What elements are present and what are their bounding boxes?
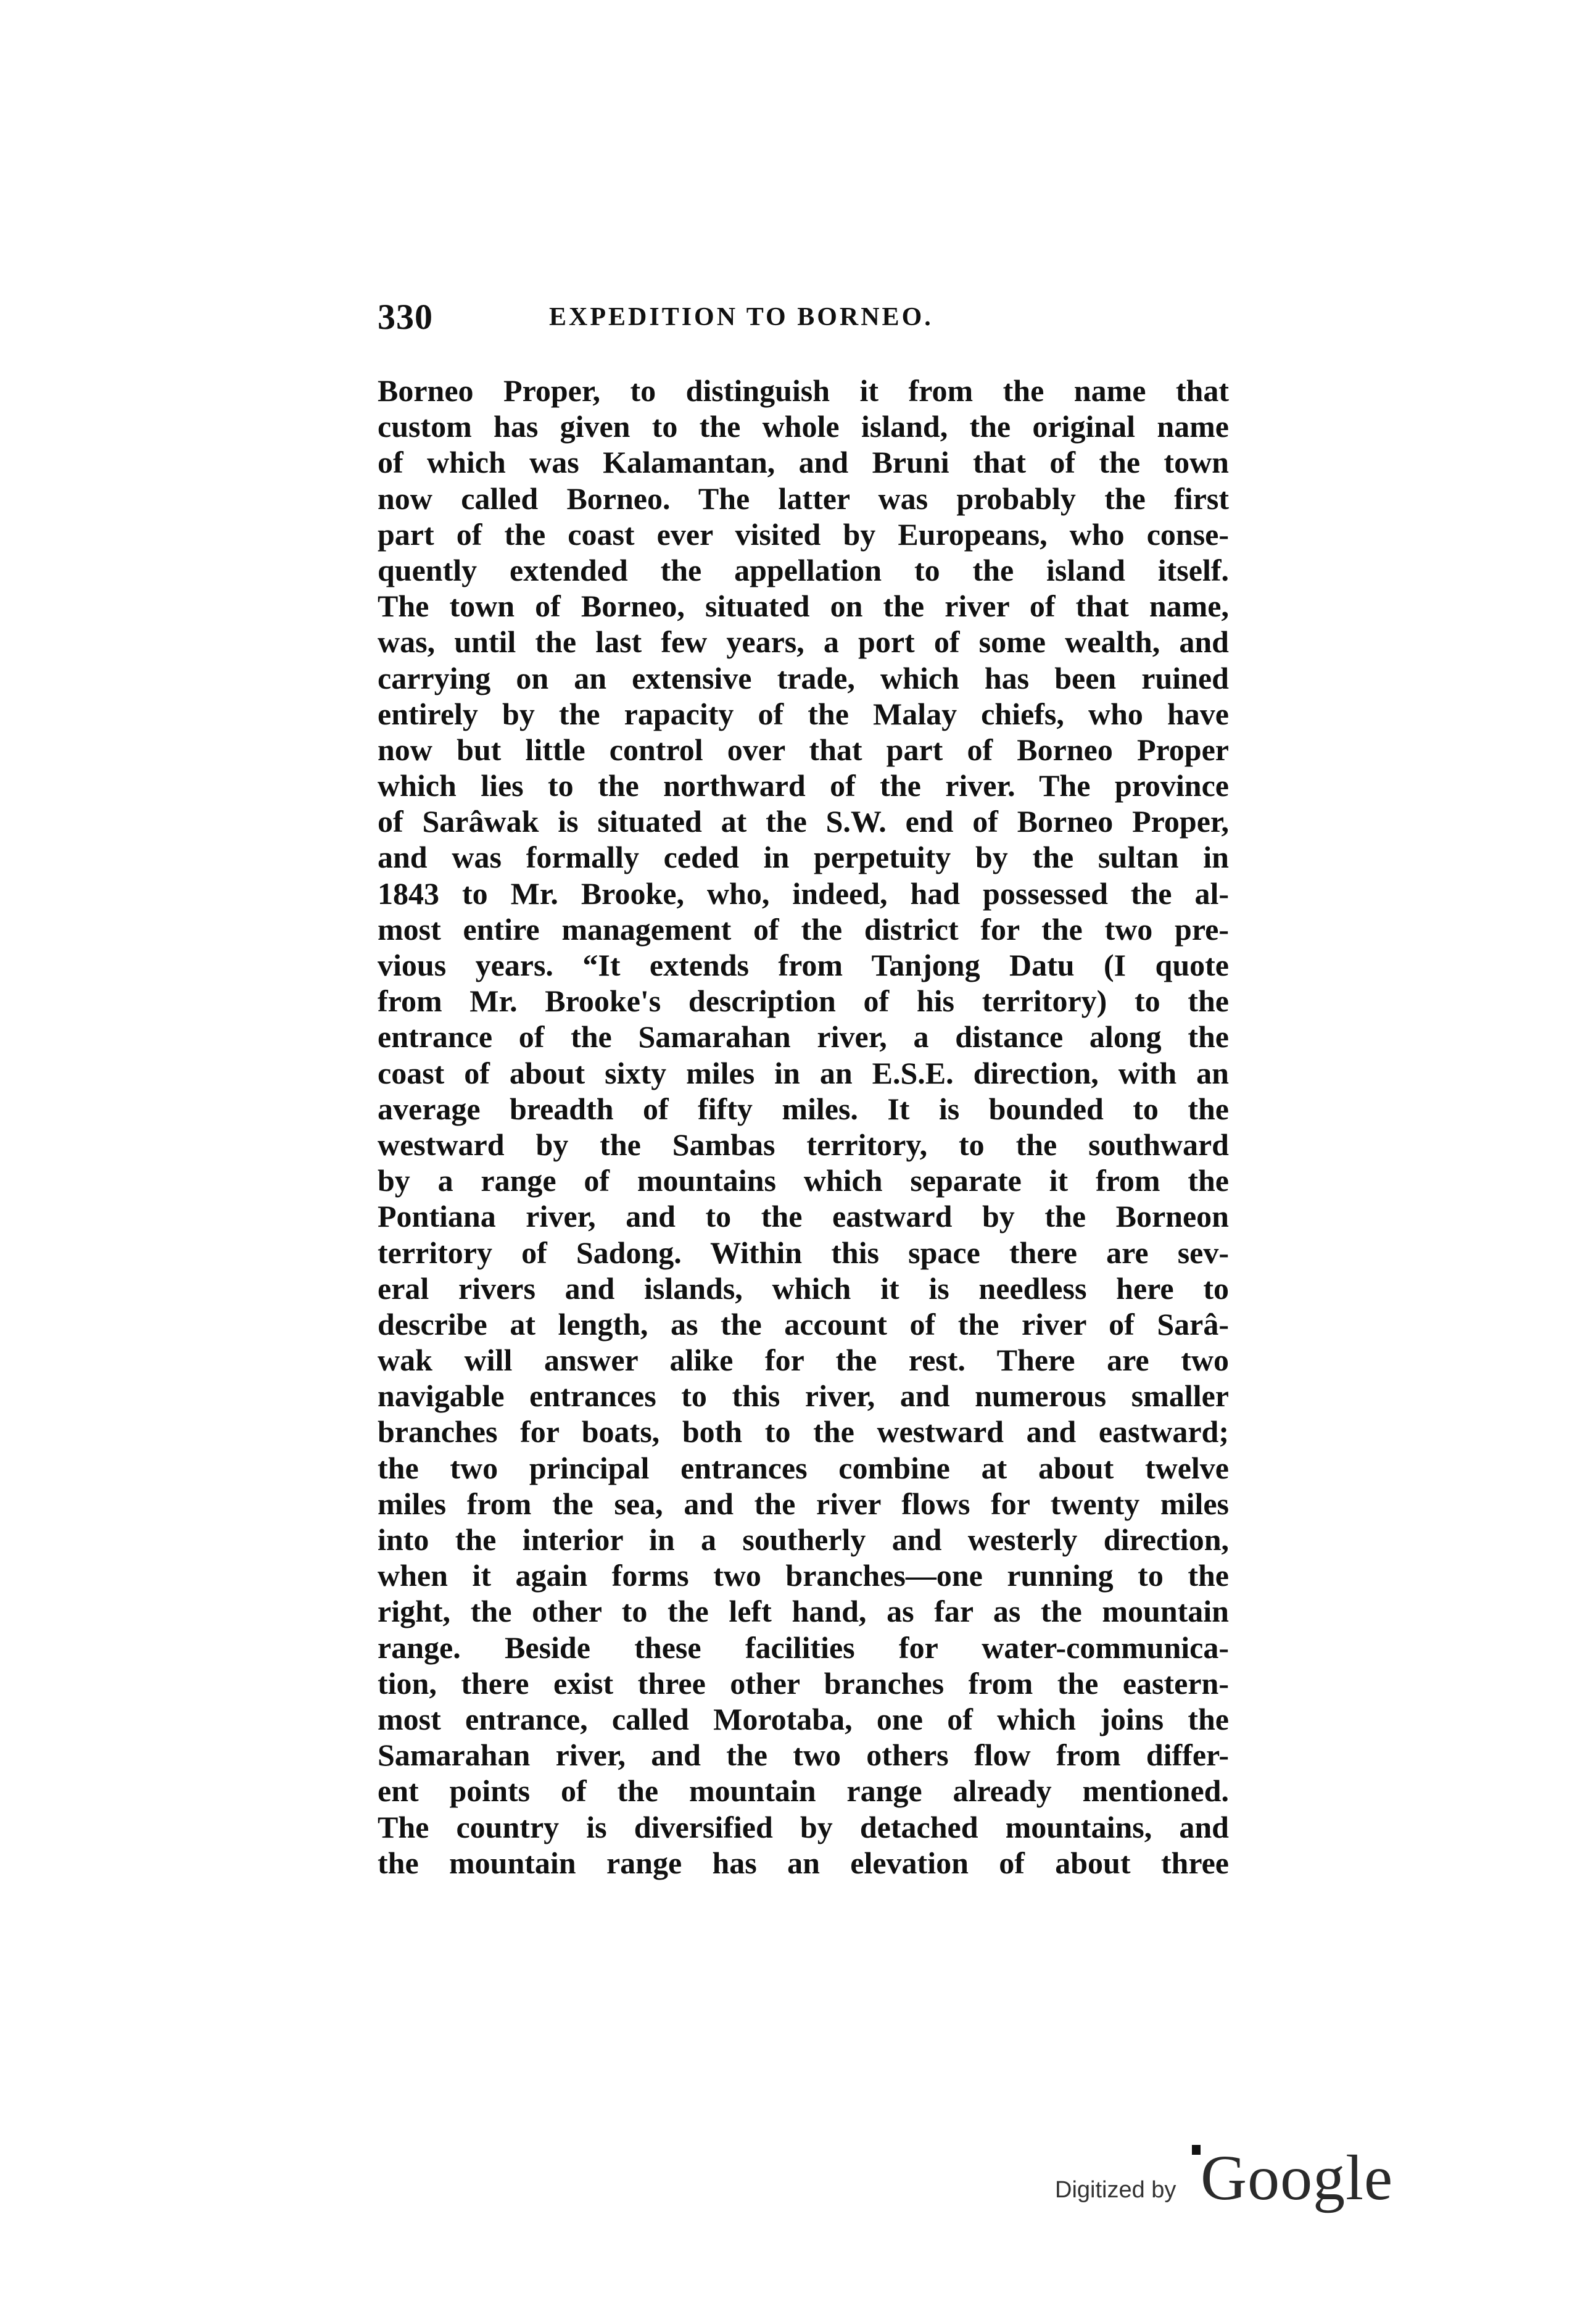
text-line: tion, there exist three other branches from the eastern- bbox=[378, 1665, 1229, 1701]
text-line: from Mr. Brooke's description of his territory) to the bbox=[378, 984, 1229, 1019]
text-line: quently extended the appellation to the island itself. bbox=[378, 552, 1229, 587]
text-line: which lies to the northward of the river. The province bbox=[378, 768, 1229, 803]
text-line: the two principal entrances combine at about twelve bbox=[378, 1450, 1229, 1485]
digitized-by-google-watermark bbox=[1055, 2141, 1400, 2221]
text-line: entrance of the Samarahan river, a distance along the bbox=[378, 1019, 1229, 1055]
text-line: when it again forms two branches—one running to the bbox=[378, 1558, 1229, 1593]
running-head bbox=[378, 296, 1229, 346]
google-logo-text: Google bbox=[1201, 2142, 1394, 2213]
text-line: The town of Borneo, situated on the river of that name, bbox=[378, 589, 1229, 624]
text-line: branches for boats, both to the westward and eastward; bbox=[378, 1414, 1229, 1449]
text-line: Samarahan river, and the two others flow from differ- bbox=[378, 1738, 1229, 1773]
text-line: coast of about sixty miles in an E.S.E. direction, with an bbox=[378, 1055, 1229, 1090]
text-line: was, until the last few years, a port of some wealth, and bbox=[378, 624, 1229, 660]
text-line: describe at length, as the account of the river of Sarâ- bbox=[378, 1306, 1229, 1341]
text-line: of Sarâwak is situated at the S.W. end of Borneo Proper, bbox=[378, 804, 1229, 839]
text-line: eral rivers and islands, which it is needless here to bbox=[378, 1271, 1229, 1306]
text-line: the mountain range has an elevation of about three bbox=[378, 1845, 1229, 1880]
text-line: average breadth of fifty miles. It is bounded to the bbox=[378, 1091, 1229, 1126]
text-line: entirely by the rapacity of the Malay chiefs, who have bbox=[378, 696, 1229, 731]
running-title: EXPEDITION TO BORNEO. bbox=[549, 303, 933, 331]
text-line: westward by the Sambas territory, to the southward bbox=[378, 1127, 1229, 1162]
text-line: now but little control over that part of Borneo Proper bbox=[378, 732, 1229, 767]
text-line: most entrance, called Morotaba, one of which joins the bbox=[378, 1701, 1229, 1736]
digitized-by-label: Digitized by bbox=[1055, 2177, 1176, 2203]
text-line: into the interior in a southerly and westerly direction, bbox=[378, 1522, 1229, 1557]
text-line: ent points of the mountain range already mentioned. bbox=[378, 1773, 1229, 1809]
text-line: 1843 to Mr. Brooke, who, indeed, had possessed the al- bbox=[378, 876, 1229, 911]
text-line: right, the other to the left hand, as far as the mountain bbox=[378, 1594, 1229, 1629]
text-line: Borneo Proper, to distinguish it from the name that bbox=[378, 373, 1229, 408]
text-line: now called Borneo. The latter was probably the first bbox=[378, 481, 1229, 516]
text-line: range. Beside these facilities for water-communica- bbox=[378, 1630, 1229, 1665]
text-line: carrying on an extensive trade, which has been ruined bbox=[378, 660, 1229, 695]
text-line: Pontiana river, and to the eastward by the Borneon bbox=[378, 1199, 1229, 1234]
text-line: of which was Kalamantan, and Bruni that of the town bbox=[378, 445, 1229, 480]
text-line: custom has given to the whole island, the original name bbox=[378, 409, 1229, 444]
text-line: navigable entrances to this river, and numerous smaller bbox=[378, 1379, 1229, 1414]
text-line: vious years. “It extends from Tanjong Datu (I quote bbox=[378, 948, 1229, 982]
text-line: part of the coast ever visited by Europeans, who conse- bbox=[378, 516, 1229, 552]
text-line: and was formally ceded in perpetuity by the sultan in bbox=[378, 840, 1229, 875]
page-number: 330 bbox=[378, 297, 433, 337]
text-line: most entire management of the district for the two pre- bbox=[378, 911, 1229, 947]
text-line: territory of Sadong. Within this space there are sev- bbox=[378, 1235, 1229, 1270]
text-line: The country is diversified by detached mountains, and bbox=[378, 1809, 1229, 1844]
text-line: miles from the sea, and the river flows for twenty miles bbox=[378, 1486, 1229, 1521]
text-line: by a range of mountains which separate it from the bbox=[378, 1163, 1229, 1198]
watermark-dot-icon bbox=[1192, 2145, 1201, 2155]
text-line: wak will answer alike for the rest. There are two bbox=[378, 1343, 1229, 1378]
body-text bbox=[378, 373, 1229, 1881]
